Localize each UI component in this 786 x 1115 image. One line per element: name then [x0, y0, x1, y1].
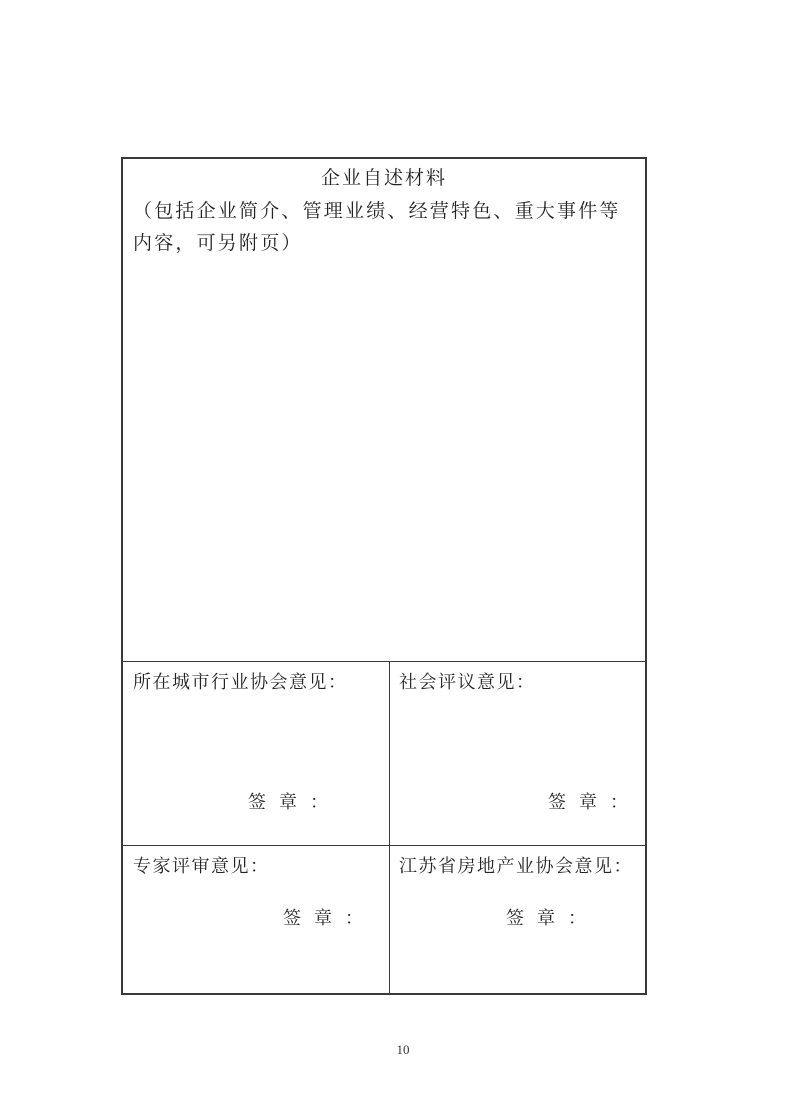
- expert-review-sign: 签章：: [283, 908, 376, 929]
- public-review-sign: 签章：: [548, 792, 641, 813]
- self-statement-title: 企业自述材料: [320, 167, 447, 189]
- province-association-sign: 签章：: [506, 908, 599, 929]
- self-statement-section: [123, 159, 645, 662]
- province-association-cell: [390, 846, 645, 993]
- city-association-label: 所在城市行业协会意见：: [133, 672, 348, 693]
- opinion-row-1: [123, 662, 645, 846]
- expert-review-label: 专家评审意见：: [133, 856, 270, 877]
- public-review-label: 社会评议意见：: [399, 672, 536, 693]
- city-association-cell: [123, 662, 390, 845]
- page-number: 10: [396, 1042, 410, 1057]
- province-association-label: 江苏省房地产业协会意见：: [399, 856, 633, 877]
- self-statement-note: （包括企业简介、管理业绩、经营特色、重大事件等内容，可另附页）: [133, 200, 621, 254]
- opinion-form-table: [121, 157, 647, 995]
- opinion-row-2: [123, 846, 645, 993]
- expert-review-cell: [123, 846, 390, 993]
- city-association-sign: 签章：: [248, 792, 341, 813]
- public-review-cell: [390, 662, 645, 845]
